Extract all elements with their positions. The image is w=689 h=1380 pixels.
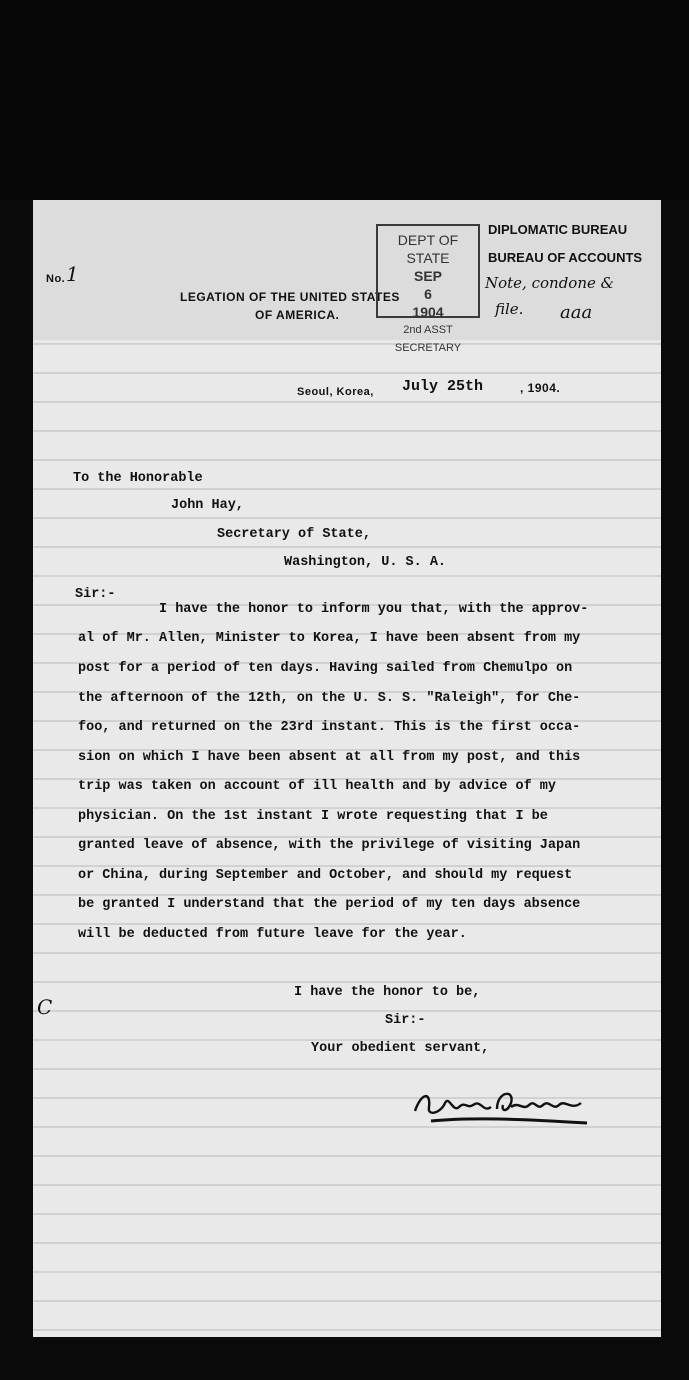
number-value: 1 [66,262,79,286]
letterhead-line2: OF AMERICA. [255,308,340,322]
body-line: foo, and returned on the 23rd instant. This is the first occa- [78,720,581,735]
address-line-4: Washington, U. S. A. [284,555,447,570]
stamp-month: SEP [413,268,442,284]
stamp-year: 1904 [412,304,444,320]
date-line: July 25th [402,378,484,395]
body-line: trip was taken on account of ill health and by advice of my [78,779,556,794]
body-line: post for a period of ten days. Having sailed from Chemulpo on [78,661,573,676]
body-line: sion on which I have been absent at all from my post, and this [78,750,581,765]
body-line: will be deducted from future leave for the year. [78,927,467,942]
handwritten-note: Note, condone & [485,274,614,292]
body-line: al of Mr. Allen, Minister to Korea, I have been absent from my [78,631,581,646]
signature [411,1083,591,1133]
number-label: No. [46,273,66,285]
body-line: physician. On the 1st instant I wrote requesting that I be [78,809,548,824]
received-stamp [376,224,480,354]
address-line-2: John Hay, [171,498,244,513]
stamp-day: 6 [424,286,432,302]
bureau-line2: BUREAU OF ACCOUNTS [488,250,643,265]
stamp-office: 2nd ASST SECRETARY [394,324,462,354]
closing-line-2: Sir:- [385,1013,426,1028]
closing-line-3: Your obedient servant, [311,1041,490,1056]
body-line: granted leave of absence, with the privilege of visiting Japan [78,838,581,853]
body-line: the afternoon of the 12th, on the U. S. S. "Raleigh", for Che- [78,691,581,706]
scan-border [0,0,689,200]
year-line: , 1904. [520,381,561,395]
closing-line-1: I have the honor to be, [294,985,481,1000]
handwritten-note-file: file. [495,300,524,318]
body-line: be granted I understand that the period of my ten days absence [78,897,581,912]
letterhead-line1: LEGATION OF THE UNITED STATES [180,290,400,304]
place-line: Seoul, Korea, [297,386,374,398]
stamp-dept: DEPT OF STATE [397,232,459,266]
margin-mark: C [37,995,53,1019]
address-line-1: To the Honorable [73,471,203,486]
salutation: Sir:- [75,587,116,602]
bureau-line1: DIPLOMATIC BUREAU [488,222,628,237]
handwritten-initials: aaa [560,302,593,323]
address-line-3: Secretary of State, [217,527,371,542]
letter-page [33,200,661,1337]
body-line: or China, during September and October, and should my request [78,868,573,883]
body-line: I have the honor to inform you that, with the approv- [159,602,589,617]
